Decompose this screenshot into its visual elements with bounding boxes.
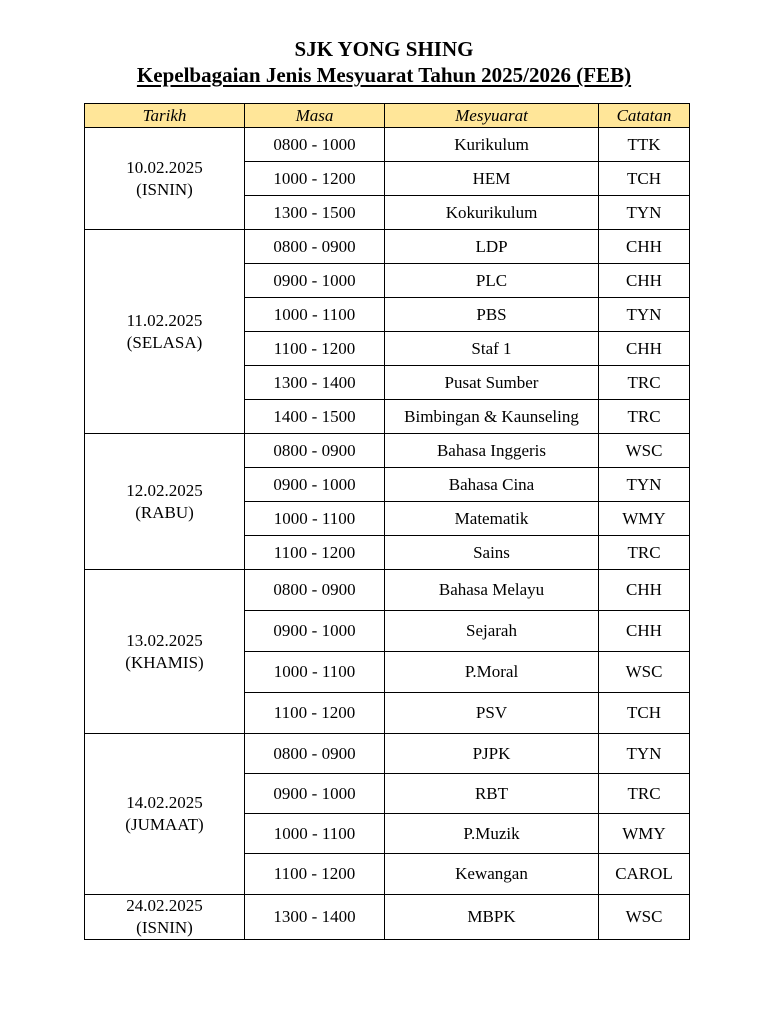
note-cell: WSC: [599, 652, 690, 693]
date-cell: 24.02.2025 (ISNIN): [85, 895, 245, 940]
time-cell: 0900 - 1000: [245, 264, 385, 298]
meeting-cell: Kurikulum: [385, 128, 599, 162]
meeting-cell: Bahasa Melayu: [385, 570, 599, 611]
table-row: [85, 434, 690, 468]
header-masa: Masa: [245, 104, 385, 128]
time-cell: 1000 - 1200: [245, 162, 385, 196]
schedule-body: [85, 128, 690, 940]
note-cell: TRC: [599, 536, 690, 570]
note-cell: TCH: [599, 162, 690, 196]
time-cell: 1300 - 1400: [245, 895, 385, 940]
document-title: Kepelbagaian Jenis Mesyuarat Tahun 2025/2026 (FEB): [136, 63, 632, 87]
meeting-cell: P.Moral: [385, 652, 599, 693]
meeting-cell: Kokurikulum: [385, 196, 599, 230]
meeting-schedule-table: [84, 103, 690, 940]
time-cell: 1000 - 1100: [245, 814, 385, 854]
date-cell: 10.02.2025 (ISNIN): [85, 128, 245, 230]
time-cell: 0800 - 0900: [245, 434, 385, 468]
date-cell: 13.02.2025 (KHAMIS): [85, 570, 245, 734]
time-cell: 1000 - 1100: [245, 652, 385, 693]
note-cell: TYN: [599, 298, 690, 332]
time-cell: 1000 - 1100: [245, 502, 385, 536]
note-cell: CHH: [599, 230, 690, 264]
time-cell: 1100 - 1200: [245, 536, 385, 570]
time-cell: 1100 - 1200: [245, 332, 385, 366]
header-tarikh: Tarikh: [85, 104, 245, 128]
note-cell: TYN: [599, 468, 690, 502]
table-header-row: [85, 104, 690, 128]
meeting-cell: RBT: [385, 774, 599, 814]
table-row: [85, 230, 690, 264]
note-cell: TYN: [599, 196, 690, 230]
note-cell: TRC: [599, 774, 690, 814]
meeting-cell: PLC: [385, 264, 599, 298]
note-cell: CHH: [599, 332, 690, 366]
time-cell: 0800 - 0900: [245, 570, 385, 611]
time-cell: 1100 - 1200: [245, 854, 385, 895]
note-cell: WSC: [599, 895, 690, 940]
table-row: [85, 128, 690, 162]
note-cell: WSC: [599, 434, 690, 468]
meeting-cell: Matematik: [385, 502, 599, 536]
school-name: SJK YONG SHING: [294, 37, 474, 61]
header-catatan: Catatan: [599, 104, 690, 128]
time-cell: 1000 - 1100: [245, 298, 385, 332]
meeting-cell: Bimbingan & Kaunseling: [385, 400, 599, 434]
note-cell: CAROL: [599, 854, 690, 895]
time-cell: 1300 - 1400: [245, 366, 385, 400]
note-cell: WMY: [599, 814, 690, 854]
meeting-cell: HEM: [385, 162, 599, 196]
meeting-cell: Bahasa Cina: [385, 468, 599, 502]
date-cell: 12.02.2025 (RABU): [85, 434, 245, 570]
table-row: [85, 734, 690, 774]
time-cell: 0800 - 0900: [245, 230, 385, 264]
meeting-cell: MBPK: [385, 895, 599, 940]
meeting-cell: Staf 1: [385, 332, 599, 366]
meeting-cell: Sains: [385, 536, 599, 570]
note-cell: CHH: [599, 264, 690, 298]
time-cell: 1100 - 1200: [245, 693, 385, 734]
time-cell: 1300 - 1500: [245, 196, 385, 230]
time-cell: 0800 - 0900: [245, 734, 385, 774]
header-mesyuarat: Mesyuarat: [385, 104, 599, 128]
meeting-cell: Pusat Sumber: [385, 366, 599, 400]
note-cell: TYN: [599, 734, 690, 774]
meeting-cell: PJPK: [385, 734, 599, 774]
date-cell: 14.02.2025 (JUMAAT): [85, 734, 245, 895]
time-cell: 1400 - 1500: [245, 400, 385, 434]
note-cell: TRC: [599, 366, 690, 400]
time-cell: 0900 - 1000: [245, 611, 385, 652]
date-cell: 11.02.2025 (SELASA): [85, 230, 245, 434]
time-cell: 0800 - 1000: [245, 128, 385, 162]
table-row: [85, 570, 690, 611]
note-cell: TCH: [599, 693, 690, 734]
meeting-cell: Sejarah: [385, 611, 599, 652]
note-cell: CHH: [599, 570, 690, 611]
meeting-cell: PBS: [385, 298, 599, 332]
table-row: [85, 895, 690, 940]
meeting-cell: P.Muzik: [385, 814, 599, 854]
time-cell: 0900 - 1000: [245, 468, 385, 502]
note-cell: TTK: [599, 128, 690, 162]
note-cell: TRC: [599, 400, 690, 434]
time-cell: 0900 - 1000: [245, 774, 385, 814]
meeting-cell: LDP: [385, 230, 599, 264]
note-cell: CHH: [599, 611, 690, 652]
meeting-cell: Kewangan: [385, 854, 599, 895]
meeting-cell: PSV: [385, 693, 599, 734]
note-cell: WMY: [599, 502, 690, 536]
meeting-cell: Bahasa Inggeris: [385, 434, 599, 468]
